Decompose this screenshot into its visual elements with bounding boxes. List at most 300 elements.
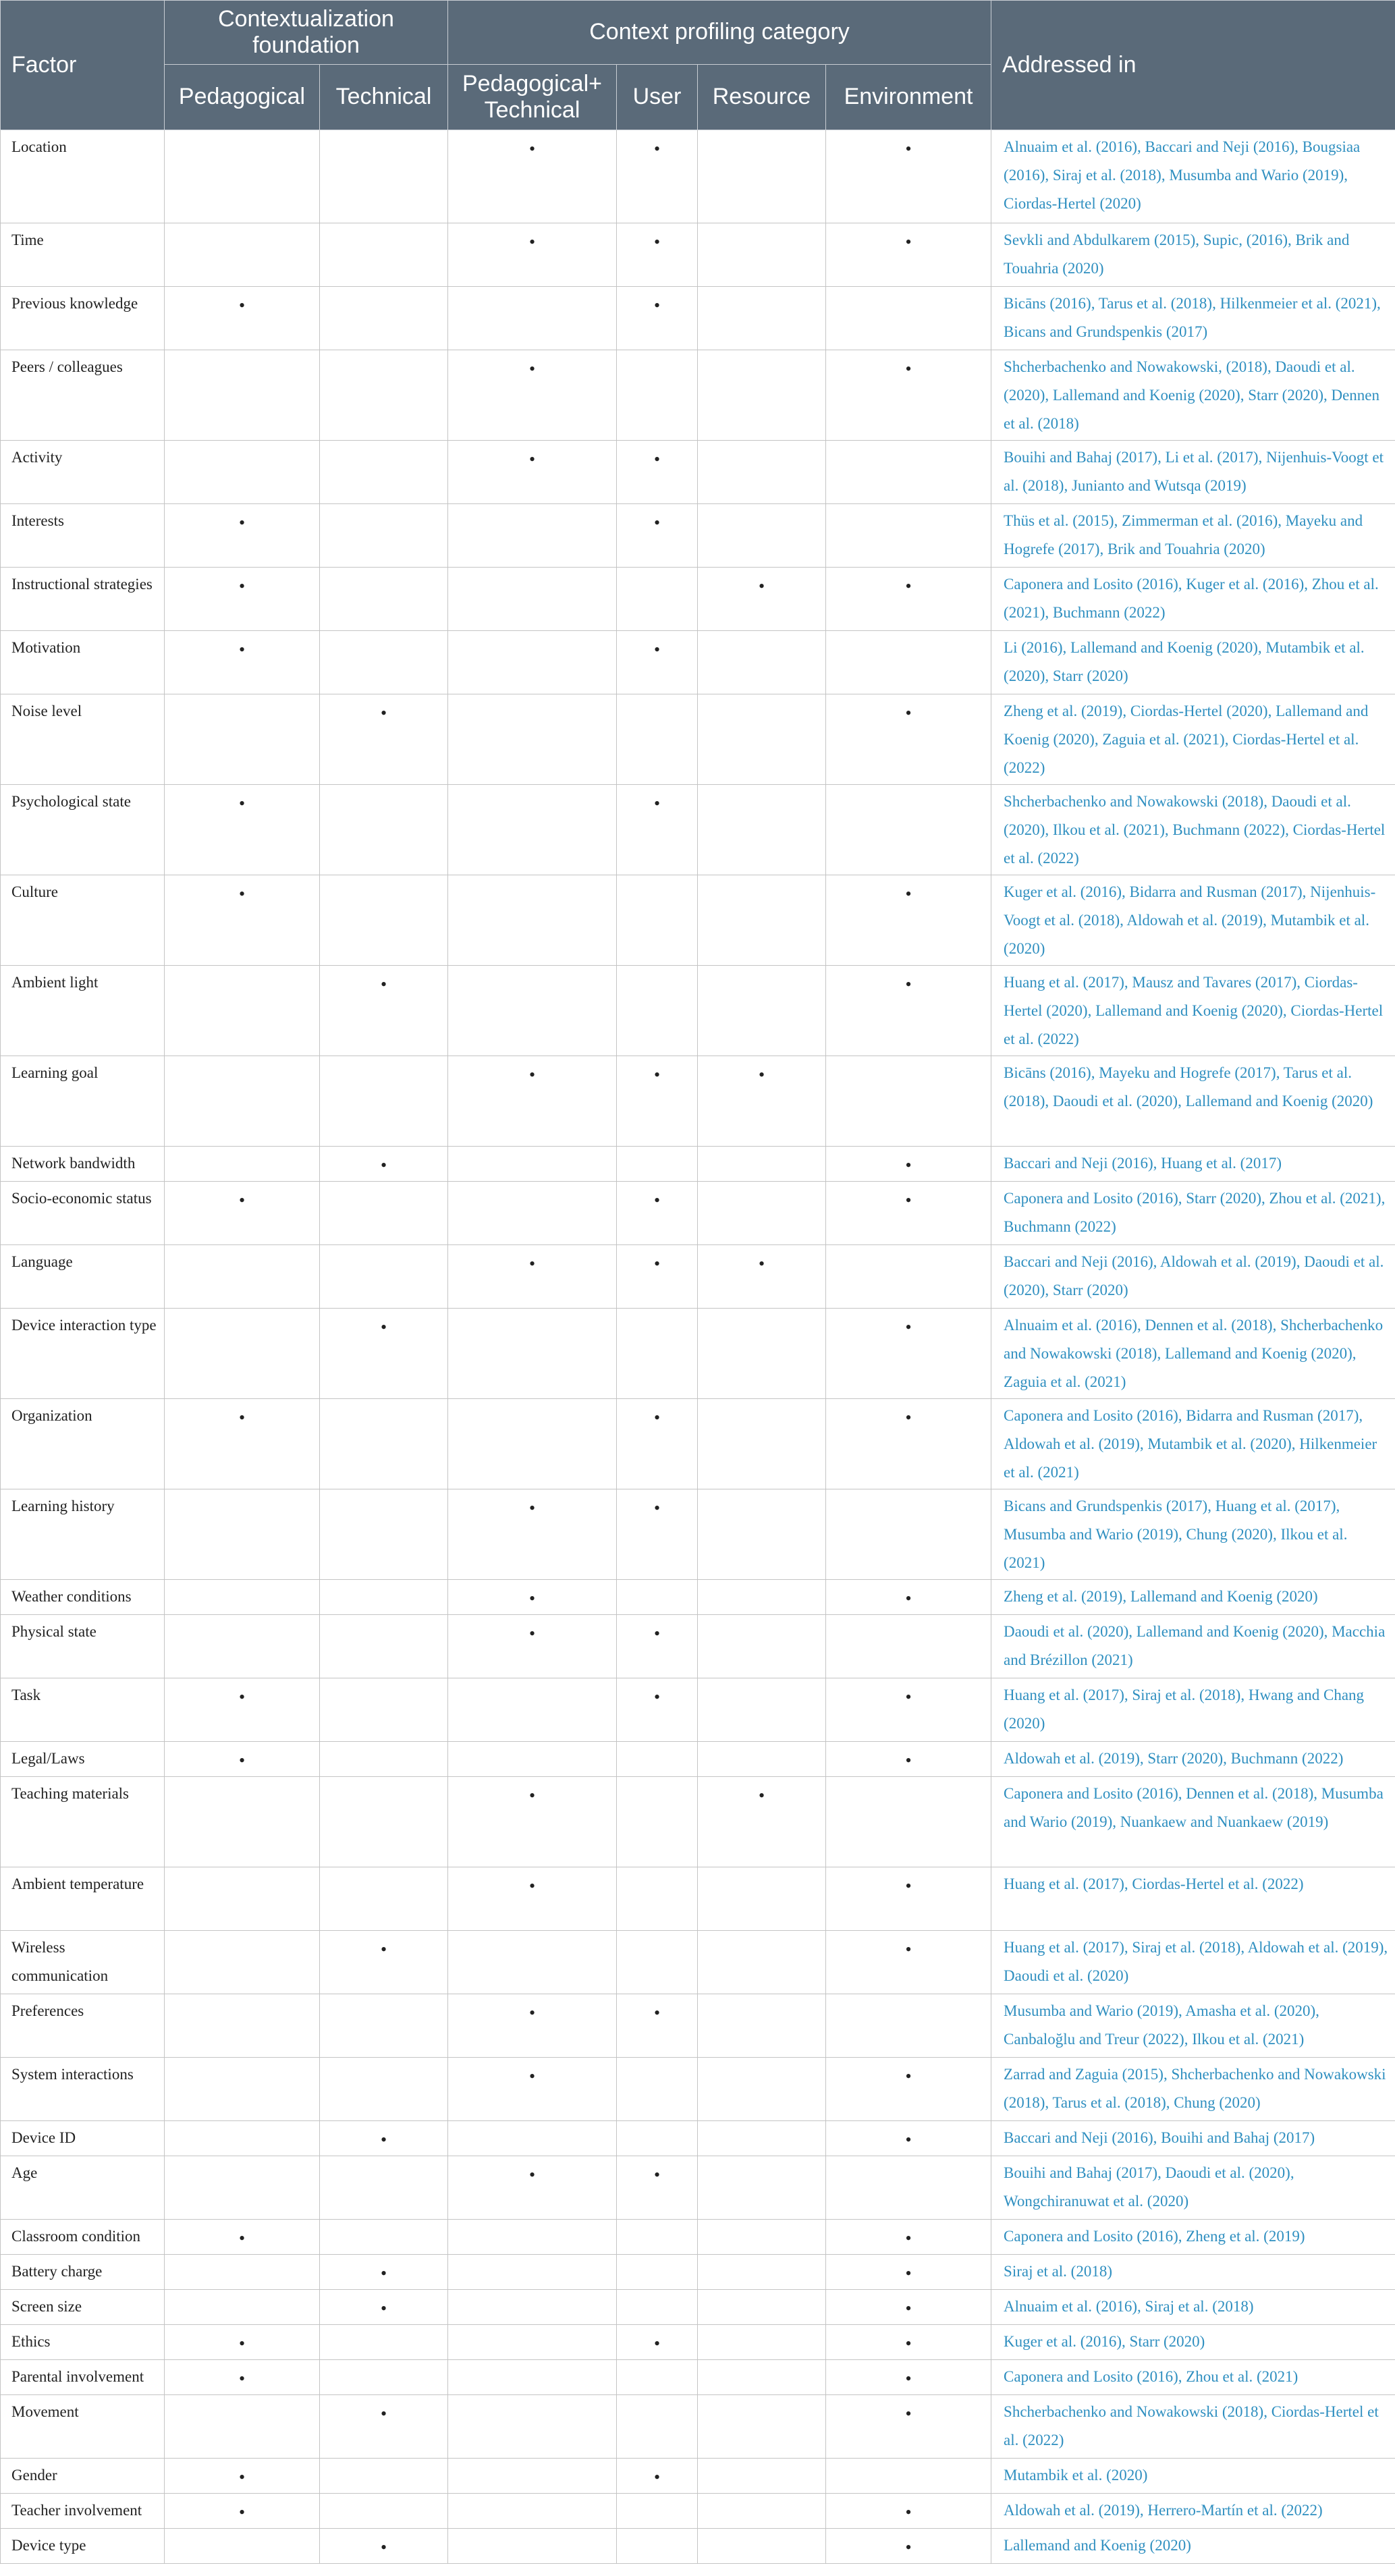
bullet-marker: •	[905, 1190, 912, 1210]
cell-environment	[826, 2459, 991, 2494]
cell-resource	[698, 2529, 826, 2564]
cell-environment	[826, 287, 991, 350]
cell-technical	[320, 568, 448, 631]
factor-cell: Weather conditions	[1, 1580, 165, 1615]
factor-cell: Gender	[1, 2459, 165, 2494]
references-cell: Bicans and Grundspenkis (2017), Huang et al. (2017), Musumba and Wario (2019), Chung (2020), Ilkou et al. (2021)	[991, 1489, 1395, 1580]
cell-user	[617, 2395, 698, 2459]
table-row	[1, 2395, 1395, 2459]
bullet-marker: •	[238, 2369, 246, 2388]
table-row	[1, 1309, 1395, 1399]
bullet-marker: •	[238, 794, 246, 813]
cell-user	[617, 785, 698, 875]
table-row	[1, 2360, 1395, 2395]
cell-pedagogical	[165, 2058, 320, 2121]
cell-user	[617, 2494, 698, 2529]
cell-environment	[826, 875, 991, 966]
factor-cell: Peers / colleagues	[1, 350, 165, 441]
cell-pedagogical-technical	[448, 1867, 617, 1931]
cell-environment	[826, 441, 991, 504]
references-cell: Huang et al. (2017), Siraj et al. (2018), Aldowah et al. (2019), Daoudi et al. (2020)	[991, 1931, 1395, 1994]
cell-user	[617, 1994, 698, 2058]
cell-technical	[320, 2290, 448, 2325]
references-cell: Kuger et al. (2016), Bidarra and Rusman (2017), Nijenhuis-Voogt et al. (2018), Aldowah et al. (2019), Mutambik et al. (2020)	[991, 875, 1395, 966]
cell-user	[617, 130, 698, 223]
references-cell: Shcherbachenko and Nowakowski (2018), Daoudi et al. (2020), Ilkou et al. (2021), Buchmann (2022), Ciordas-Hertel et al. (2022)	[991, 785, 1395, 875]
references-cell: Daoudi et al. (2020), Lallemand and Koenig (2020), Macchia and Brézillon (2021)	[991, 1615, 1395, 1678]
references-cell: Alnuaim et al. (2016), Baccari and Neji (2016), Bougsiaa (2016), Siraj et al. (2018), Musumba and Wario (2019), Ciordas-Hertel (2020)	[991, 130, 1395, 223]
cell-environment	[826, 1678, 991, 1742]
factor-cell: Instructional strategies	[1, 568, 165, 631]
cell-resource	[698, 2220, 826, 2255]
bullet-marker: •	[380, 1940, 387, 1959]
cell-pedagogical	[165, 1399, 320, 1489]
cell-environment	[826, 1182, 991, 1245]
bullet-marker: •	[528, 139, 536, 159]
cell-pedagogical	[165, 568, 320, 631]
bullet-marker: •	[905, 1876, 912, 1896]
cell-environment	[826, 1056, 991, 1147]
cell-user	[617, 1777, 698, 1867]
factor-cell: Device interaction type	[1, 1309, 165, 1399]
cell-pedagogical	[165, 2494, 320, 2529]
cell-environment	[826, 1147, 991, 1182]
cell-technical	[320, 130, 448, 223]
table-row	[1, 875, 1395, 966]
bullet-marker: •	[238, 576, 246, 596]
cell-resource	[698, 1182, 826, 1245]
factor-cell: Ambient temperature	[1, 1867, 165, 1931]
cell-resource	[698, 2121, 826, 2156]
table-row	[1, 1580, 1395, 1615]
bullet-marker: •	[905, 2334, 912, 2353]
header-pedagogical: Pedagogical	[165, 65, 320, 130]
bullet-marker: •	[238, 513, 246, 532]
cell-environment	[826, 1867, 991, 1931]
cell-environment	[826, 2290, 991, 2325]
bullet-marker: •	[380, 2299, 387, 2318]
cell-environment	[826, 1245, 991, 1309]
cell-pedagogical-technical	[448, 694, 617, 785]
cell-user	[617, 1056, 698, 1147]
cell-resource	[698, 2058, 826, 2121]
cell-pedagogical-technical	[448, 966, 617, 1056]
cell-technical	[320, 1309, 448, 1399]
factor-cell: Movement	[1, 2395, 165, 2459]
cell-user	[617, 1867, 698, 1931]
cell-pedagogical-technical	[448, 1056, 617, 1147]
factor-cell: Device ID	[1, 2121, 165, 2156]
factor-cell: Physical state	[1, 1615, 165, 1678]
cell-environment	[826, 1777, 991, 1867]
bullet-marker: •	[528, 1624, 536, 1643]
cell-pedagogical	[165, 350, 320, 441]
cell-user	[617, 2459, 698, 2494]
cell-technical	[320, 2058, 448, 2121]
bullet-marker: •	[758, 576, 765, 596]
table-row	[1, 350, 1395, 441]
cell-technical	[320, 1056, 448, 1147]
cell-pedagogical	[165, 2529, 320, 2564]
factor-cell: Ambient light	[1, 966, 165, 1056]
cell-pedagogical	[165, 2395, 320, 2459]
cell-pedagogical	[165, 130, 320, 223]
cell-environment	[826, 2529, 991, 2564]
bullet-marker: •	[653, 449, 661, 469]
bullet-marker: •	[653, 232, 661, 252]
cell-resource	[698, 287, 826, 350]
table-row	[1, 2494, 1395, 2529]
cell-pedagogical-technical	[448, 441, 617, 504]
cell-user	[617, 223, 698, 287]
factor-cell: Previous knowledge	[1, 287, 165, 350]
cell-technical	[320, 875, 448, 966]
cell-pedagogical-technical	[448, 2156, 617, 2220]
cell-user	[617, 2058, 698, 2121]
bullet-marker: •	[528, 232, 536, 252]
references-cell: Huang et al. (2017), Mausz and Tavares (2017), Ciordas-Hertel (2020), Lallemand and Koenig (2020), Ciordas-Hertel et al. (2022)	[991, 966, 1395, 1056]
cell-environment	[826, 2220, 991, 2255]
factor-cell: Battery charge	[1, 2255, 165, 2290]
cell-environment	[826, 2325, 991, 2360]
cell-pedagogical-technical	[448, 1489, 617, 1580]
cell-user	[617, 2360, 698, 2395]
bullet-marker: •	[238, 1190, 246, 1210]
factor-cell: System interactions	[1, 2058, 165, 2121]
bullet-marker: •	[238, 1408, 246, 1427]
cell-pedagogical	[165, 1615, 320, 1678]
cell-pedagogical-technical	[448, 1182, 617, 1245]
bullet-marker: •	[528, 1786, 536, 1805]
cell-user	[617, 441, 698, 504]
bullet-marker: •	[653, 1190, 661, 1210]
bullet-marker: •	[653, 2165, 661, 2185]
bullet-marker: •	[905, 1317, 912, 1337]
cell-environment	[826, 350, 991, 441]
cell-technical	[320, 1147, 448, 1182]
factor-cell: Device type	[1, 2529, 165, 2564]
factor-cell: Time	[1, 223, 165, 287]
cell-environment	[826, 2395, 991, 2459]
cell-pedagogical-technical	[448, 1678, 617, 1742]
cell-resource	[698, 785, 826, 875]
references-cell: Caponera and Losito (2016), Starr (2020), Zhou et al. (2021), Buchmann (2022)	[991, 1182, 1395, 1245]
cell-technical	[320, 1489, 448, 1580]
cell-environment	[826, 1742, 991, 1777]
references-cell: Siraj et al. (2018)	[991, 2255, 1395, 2290]
header-pedagogical-technical: Pedagogical+ Technical	[448, 65, 617, 130]
cell-technical	[320, 2325, 448, 2360]
cell-environment	[826, 223, 991, 287]
cell-user	[617, 1309, 698, 1399]
references-cell: Kuger et al. (2016), Starr (2020)	[991, 2325, 1395, 2360]
factor-cell: Ethics	[1, 2325, 165, 2360]
cell-user	[617, 2529, 698, 2564]
cell-pedagogical	[165, 1580, 320, 1615]
cell-technical	[320, 2220, 448, 2255]
cell-resource	[698, 130, 826, 223]
references-cell: Bouihi and Bahaj (2017), Daoudi et al. (2020), Wongchiranuwat et al. (2020)	[991, 2156, 1395, 2220]
cell-resource	[698, 2325, 826, 2360]
cell-user	[617, 568, 698, 631]
bullet-marker: •	[380, 2130, 387, 2149]
references-cell: Baccari and Neji (2016), Huang et al. (2017)	[991, 1147, 1395, 1182]
references-cell: Baccari and Neji (2016), Bouihi and Bahaj (2017)	[991, 2121, 1395, 2156]
references-cell: Aldowah et al. (2019), Starr (2020), Buchmann (2022)	[991, 1742, 1395, 1777]
table-row	[1, 1489, 1395, 1580]
cell-user	[617, 1489, 698, 1580]
table-row	[1, 1182, 1395, 1245]
bullet-marker: •	[528, 449, 536, 469]
factor-cell: Interests	[1, 504, 165, 568]
header-addressed-in: Addressed in	[991, 1, 1395, 130]
references-cell: Bicāns (2016), Mayeku and Hogrefe (2017), Tarus et al. (2018), Daoudi et al. (2020), Lallemand and Koenig (2020)	[991, 1056, 1395, 1147]
cell-pedagogical-technical	[448, 1742, 617, 1777]
cell-pedagogical-technical	[448, 631, 617, 694]
cell-resource	[698, 223, 826, 287]
cell-environment	[826, 1309, 991, 1399]
references-cell: Caponera and Losito (2016), Kuger et al. (2016), Zhou et al. (2021), Buchmann (2022)	[991, 568, 1395, 631]
factor-cell: Organization	[1, 1399, 165, 1489]
factor-cell: Teacher involvement	[1, 2494, 165, 2529]
cell-resource	[698, 1245, 826, 1309]
cell-environment	[826, 2360, 991, 2395]
cell-pedagogical-technical	[448, 2255, 617, 2290]
cell-pedagogical	[165, 2156, 320, 2220]
bullet-marker: •	[653, 794, 661, 813]
cell-environment	[826, 1489, 991, 1580]
bullet-marker: •	[238, 2334, 246, 2353]
cell-user	[617, 1147, 698, 1182]
bullet-marker: •	[528, 2066, 536, 2086]
cell-technical	[320, 287, 448, 350]
bullet-marker: •	[905, 2066, 912, 2086]
bullet-marker: •	[528, 1498, 536, 1518]
cell-technical	[320, 504, 448, 568]
references-cell: Thüs et al. (2015), Zimmerman et al. (2016), Mayeku and Hogrefe (2017), Brik and Touahria (2020)	[991, 504, 1395, 568]
bullet-marker: •	[380, 703, 387, 723]
table-row	[1, 2255, 1395, 2290]
bullet-marker: •	[653, 1065, 661, 1085]
table-row	[1, 1615, 1395, 1678]
table-row	[1, 2058, 1395, 2121]
references-cell: Zheng et al. (2019), Lallemand and Koenig (2020)	[991, 1580, 1395, 1615]
cell-pedagogical-technical	[448, 1580, 617, 1615]
cell-technical	[320, 1615, 448, 1678]
cell-resource	[698, 2255, 826, 2290]
bullet-marker: •	[905, 2130, 912, 2149]
table-row	[1, 2156, 1395, 2220]
references-cell: Mutambik et al. (2020)	[991, 2459, 1395, 2494]
cell-user	[617, 2255, 698, 2290]
cell-user	[617, 2325, 698, 2360]
bullet-marker: •	[905, 1940, 912, 1959]
bullet-marker: •	[905, 2264, 912, 2283]
cell-technical	[320, 1182, 448, 1245]
bullet-marker: •	[238, 1751, 246, 1770]
cell-pedagogical	[165, 1678, 320, 1742]
cell-resource	[698, 2395, 826, 2459]
references-cell: Caponera and Losito (2016), Dennen et al. (2018), Musumba and Wario (2019), Nuankaew and Nuankaew (2019)	[991, 1777, 1395, 1867]
table-row	[1, 2121, 1395, 2156]
bullet-marker: •	[380, 2264, 387, 2283]
references-cell: Bouihi and Bahaj (2017), Li et al. (2017), Nijenhuis-Voogt et al. (2018), Junianto and Wutsqa (2019)	[991, 441, 1395, 504]
cell-technical	[320, 350, 448, 441]
bullet-marker: •	[528, 1876, 536, 1896]
cell-technical	[320, 2459, 448, 2494]
factor-cell: Task	[1, 1678, 165, 1742]
references-cell: Shcherbachenko and Nowakowski, (2018), Daoudi et al. (2020), Lallemand and Koenig (2020), Starr (2020), Dennen et al. (2018)	[991, 350, 1395, 441]
bullet-marker: •	[653, 296, 661, 315]
cell-pedagogical-technical	[448, 350, 617, 441]
table-row	[1, 2220, 1395, 2255]
cell-resource	[698, 2290, 826, 2325]
cell-resource	[698, 1777, 826, 1867]
cell-environment	[826, 1931, 991, 1994]
cell-pedagogical	[165, 1056, 320, 1147]
bullet-marker: •	[653, 2467, 661, 2487]
cell-pedagogical-technical	[448, 2121, 617, 2156]
bullet-marker: •	[905, 1751, 912, 1770]
cell-pedagogical	[165, 1309, 320, 1399]
cell-pedagogical-technical	[448, 2290, 617, 2325]
cell-pedagogical-technical	[448, 1399, 617, 1489]
bullet-marker: •	[905, 2228, 912, 2248]
cell-technical	[320, 223, 448, 287]
references-cell: Sevkli and Abdulkarem (2015), Supic, (2016), Brik and Touahria (2020)	[991, 223, 1395, 287]
cell-resource	[698, 1931, 826, 1994]
factor-cell: Learning history	[1, 1489, 165, 1580]
cell-user	[617, 504, 698, 568]
cell-resource	[698, 504, 826, 568]
references-cell: Li (2016), Lallemand and Koenig (2020), Mutambik et al. (2020), Starr (2020)	[991, 631, 1395, 694]
cell-user	[617, 350, 698, 441]
bullet-marker: •	[653, 2334, 661, 2353]
bullet-marker: •	[905, 2299, 912, 2318]
bullet-marker: •	[528, 359, 536, 379]
bullet-marker: •	[238, 884, 246, 904]
cell-technical	[320, 785, 448, 875]
cell-environment	[826, 504, 991, 568]
cell-technical	[320, 1580, 448, 1615]
cell-technical	[320, 1399, 448, 1489]
cell-user	[617, 287, 698, 350]
cell-pedagogical	[165, 1994, 320, 2058]
cell-user	[617, 966, 698, 1056]
table-row	[1, 694, 1395, 785]
cell-technical	[320, 1245, 448, 1309]
references-cell: Alnuaim et al. (2016), Siraj et al. (2018)	[991, 2290, 1395, 2325]
bullet-marker: •	[758, 1254, 765, 1273]
cell-environment	[826, 1399, 991, 1489]
bullet-marker: •	[380, 2404, 387, 2423]
cell-resource	[698, 2494, 826, 2529]
cell-resource	[698, 1994, 826, 2058]
cell-pedagogical	[165, 2325, 320, 2360]
table-row	[1, 287, 1395, 350]
cell-user	[617, 1580, 698, 1615]
cell-pedagogical-technical	[448, 504, 617, 568]
cell-pedagogical-technical	[448, 875, 617, 966]
bullet-marker: •	[528, 1589, 536, 1608]
bullet-marker: •	[238, 296, 246, 315]
cell-pedagogical	[165, 966, 320, 1056]
factor-cell: Learning goal	[1, 1056, 165, 1147]
cell-technical	[320, 1931, 448, 1994]
cell-pedagogical-technical	[448, 1147, 617, 1182]
cell-pedagogical-technical	[448, 2494, 617, 2529]
factor-cell: Preferences	[1, 1994, 165, 2058]
table-row	[1, 1147, 1395, 1182]
bullet-marker: •	[380, 1155, 387, 1175]
cell-user	[617, 2156, 698, 2220]
cell-technical	[320, 694, 448, 785]
cell-resource	[698, 350, 826, 441]
cell-pedagogical	[165, 2220, 320, 2255]
cell-resource	[698, 875, 826, 966]
references-cell: Zarrad and Zaguia (2015), Shcherbachenko and Nowakowski (2018), Tarus et al. (2018), Chung (2020)	[991, 2058, 1395, 2121]
table-row	[1, 966, 1395, 1056]
cell-pedagogical-technical	[448, 785, 617, 875]
cell-pedagogical-technical	[448, 2220, 617, 2255]
cell-pedagogical	[165, 2290, 320, 2325]
references-cell: Lallemand and Koenig (2020)	[991, 2529, 1395, 2564]
cell-technical	[320, 2529, 448, 2564]
table-header	[1, 1, 1395, 130]
cell-user	[617, 694, 698, 785]
header-resource: Resource	[698, 65, 826, 130]
cell-pedagogical	[165, 875, 320, 966]
cell-resource	[698, 1147, 826, 1182]
references-cell: Musumba and Wario (2019), Amasha et al. (2020), Canbaloğlu and Treur (2022), Ilkou et al. (2021)	[991, 1994, 1395, 2058]
table-row	[1, 631, 1395, 694]
cell-pedagogical	[165, 1867, 320, 1931]
cell-pedagogical	[165, 504, 320, 568]
table-row	[1, 441, 1395, 504]
bullet-marker: •	[528, 1254, 536, 1273]
cell-environment	[826, 2156, 991, 2220]
references-cell: Huang et al. (2017), Siraj et al. (2018), Hwang and Chang (2020)	[991, 1678, 1395, 1742]
cell-pedagogical-technical	[448, 1309, 617, 1399]
cell-environment	[826, 785, 991, 875]
header-factor: Factor	[1, 1, 165, 130]
header-context-profiling-category: Context profiling category	[448, 1, 991, 65]
cell-resource	[698, 1399, 826, 1489]
bullet-marker: •	[905, 359, 912, 379]
bullet-marker: •	[238, 2467, 246, 2487]
references-cell: Alnuaim et al. (2016), Dennen et al. (2018), Shcherbachenko and Nowakowski (2018), Lallemand and Koenig (2020), Zaguia et al. (2021)	[991, 1309, 1395, 1399]
cell-pedagogical-technical	[448, 1777, 617, 1867]
bullet-marker: •	[653, 640, 661, 659]
cell-pedagogical-technical	[448, 1931, 617, 1994]
cell-environment	[826, 966, 991, 1056]
bullet-marker: •	[653, 1498, 661, 1518]
cell-resource	[698, 1309, 826, 1399]
table-body	[1, 130, 1395, 2564]
bullet-marker: •	[905, 2404, 912, 2423]
cell-resource	[698, 2459, 826, 2494]
references-cell: Shcherbachenko and Nowakowski (2018), Ciordas-Hertel et al. (2022)	[991, 2395, 1395, 2459]
factor-cell: Teaching materials	[1, 1777, 165, 1867]
cell-pedagogical-technical	[448, 1994, 617, 2058]
bullet-marker: •	[380, 1317, 387, 1337]
table-row	[1, 223, 1395, 287]
cell-pedagogical	[165, 223, 320, 287]
bullet-marker: •	[238, 2228, 246, 2248]
cell-user	[617, 1931, 698, 1994]
factor-cell: Language	[1, 1245, 165, 1309]
bullet-marker: •	[653, 2003, 661, 2023]
